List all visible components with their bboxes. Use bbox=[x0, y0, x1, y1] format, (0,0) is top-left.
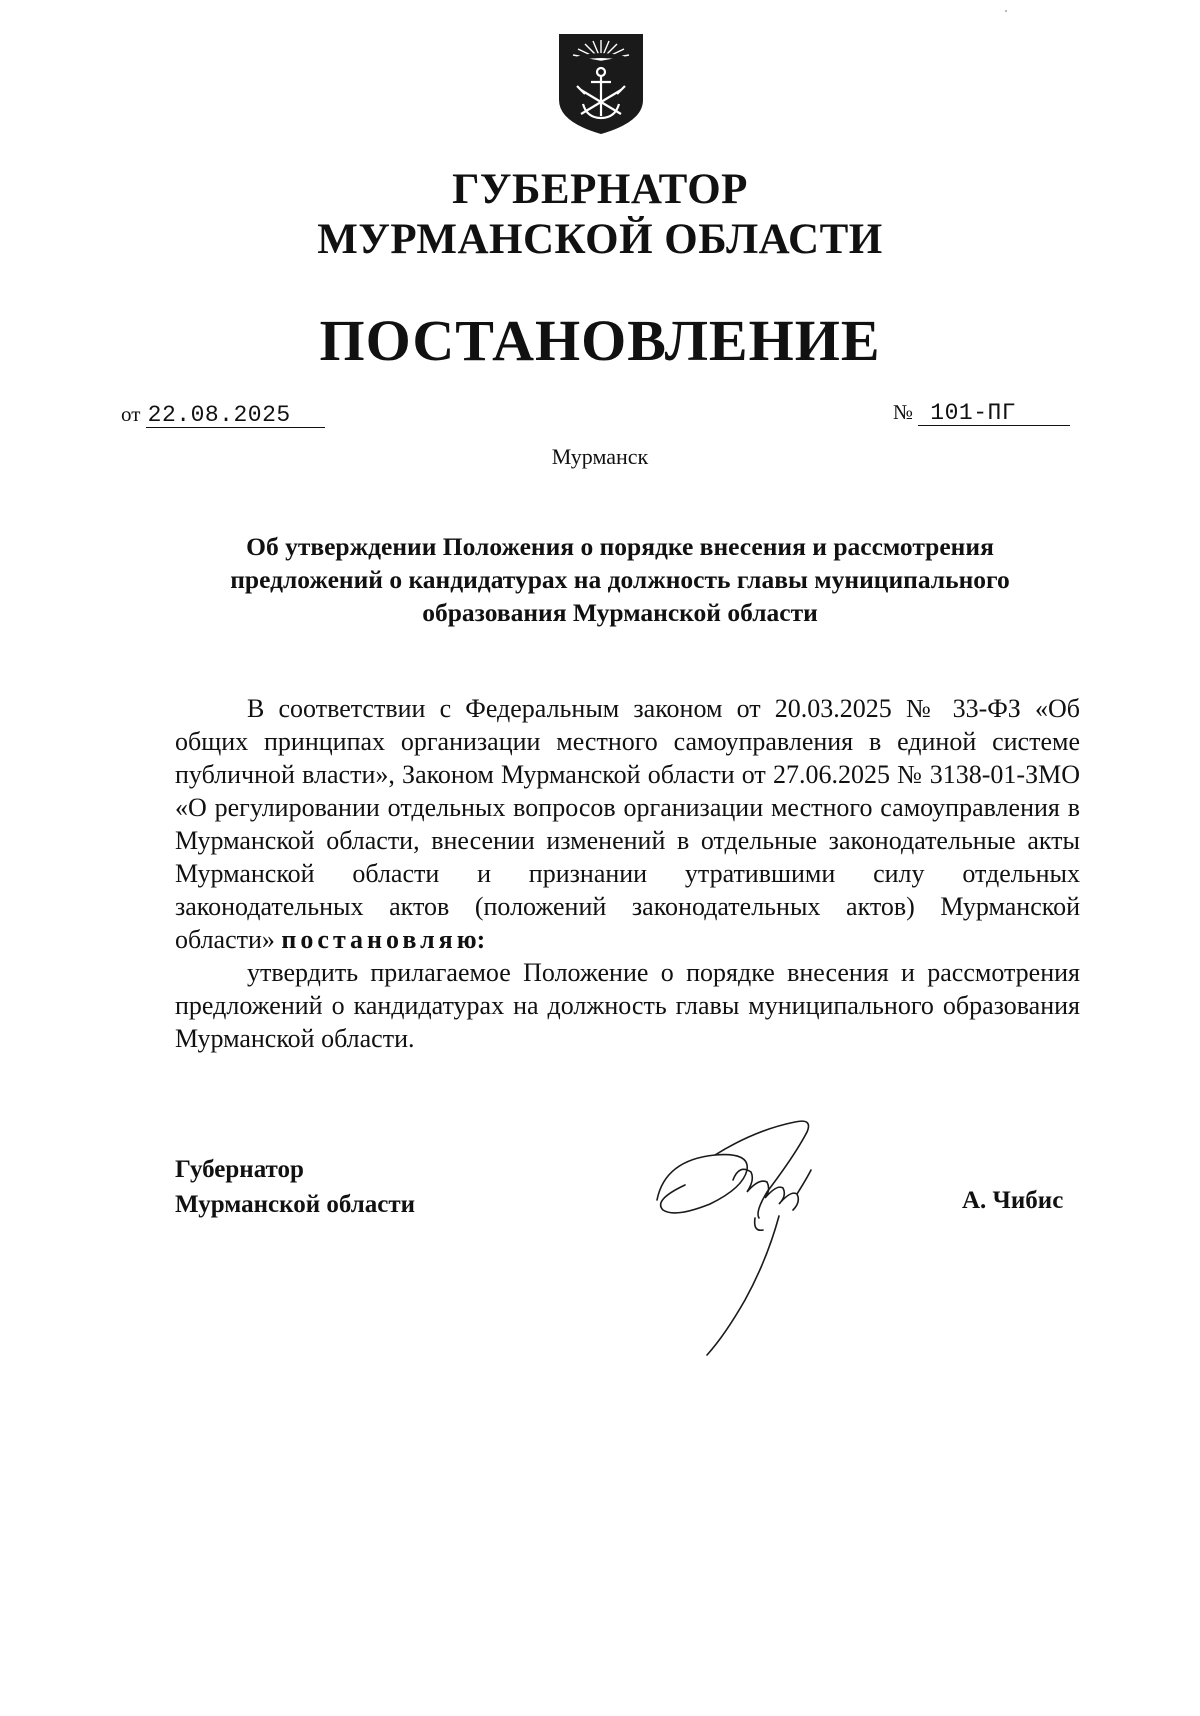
subject-line-2: предложений о кандидатурах на должность главы муниципального bbox=[230, 565, 1010, 594]
coat-of-arms-icon bbox=[555, 30, 647, 136]
date-value: 22.08.2025 bbox=[146, 403, 325, 428]
signatory-title-line-2: Мурманской области bbox=[175, 1191, 416, 1218]
scan-artifact bbox=[1005, 10, 1007, 12]
issuer-line-2: МУРМАНСКОЙ ОБЛАСТИ bbox=[317, 216, 883, 263]
preamble-text: В соответствии с Федеральным законом от 20.03.2025 № 33-ФЗ «Об общих принципах организации местного самоуправления в единой системе публичной власти», Законом Мурманской области от 27.06.2025 № 3138-01-ЗМО «О регулировании отдельных вопросов организации местного самоуправления в Мурманской области, внесении изменений в отдельные законодательные акты Мурманской области и признании утратившими силу отдельных законодательных актов (положений законодательных актов) Мурманской области» bbox=[175, 694, 1080, 954]
date-label: от bbox=[121, 402, 141, 426]
issuer-line-1: ГУБЕРНАТОР bbox=[452, 166, 748, 213]
subject-line-3: образования Мурманской области bbox=[422, 598, 818, 627]
number-value: 101-ПГ bbox=[918, 401, 1070, 426]
decree-word-end: ю: bbox=[456, 925, 486, 954]
decree-word: постановля bbox=[281, 925, 457, 954]
subject-line-1: Об утверждении Положения о порядке внесения и рассмотрения bbox=[246, 532, 994, 561]
document-subject bbox=[180, 530, 1060, 629]
signatory-title-line-1: Губернатор bbox=[175, 1156, 304, 1183]
number-label: № bbox=[893, 400, 914, 424]
date-field bbox=[121, 402, 325, 428]
document-body bbox=[175, 692, 1080, 1055]
body-paragraph-2: утвердить прилагаемое Положение о порядке внесения и рассмотрения предложений о кандидатурах на должность главы муниципального образования Мурманской области. bbox=[175, 958, 1080, 1053]
signatory-title bbox=[175, 1152, 415, 1222]
issuer-heading bbox=[0, 165, 1200, 265]
document-type: ПОСТАНОВЛЕНИЕ bbox=[319, 308, 881, 373]
body-paragraph-1 bbox=[175, 692, 1080, 956]
place-of-issue: Мурманск bbox=[551, 444, 649, 469]
number-field bbox=[893, 400, 1070, 426]
signer-name: А. Чибис bbox=[962, 1187, 1064, 1214]
handwritten-signature bbox=[655, 1100, 865, 1370]
